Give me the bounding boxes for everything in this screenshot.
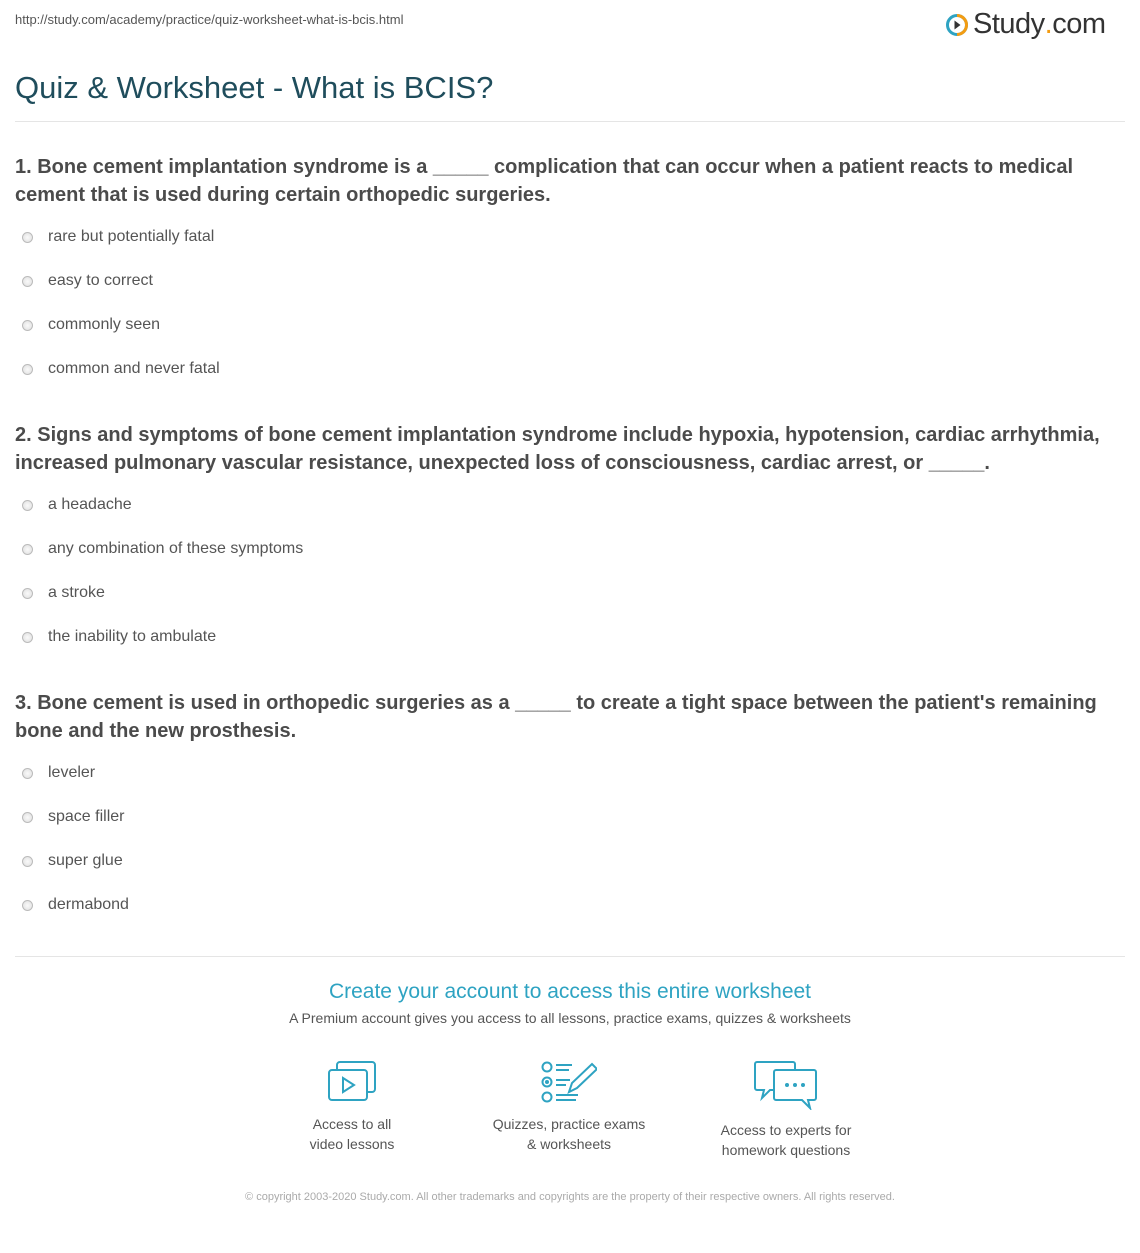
option[interactable]: [22, 496, 132, 514]
option-label: common and never fatal: [48, 360, 220, 377]
page-title: Quiz & Worksheet - What is BCIS?: [15, 70, 494, 105]
option[interactable]: [22, 628, 216, 646]
feature-label: Quizzes, practice exams: [492, 1116, 646, 1132]
option-label: any combination of these symptoms: [48, 540, 304, 557]
radio-button[interactable]: [22, 588, 33, 599]
radio-button[interactable]: [22, 632, 33, 643]
page-url: http://study.com/academy/practice/quiz-worksheet-what-is-bcis.html: [15, 12, 404, 27]
feature-label: Access to experts for: [720, 1122, 852, 1138]
question-1: 1. Bone cement implantation syndrome is a _____ complication that can occur when a patient reacts to medical cement that is used during certain orthopedic surgeries.: [15, 156, 1074, 206]
radio-button[interactable]: [22, 856, 33, 867]
option[interactable]: [22, 852, 123, 870]
feature-label: Access to all: [312, 1116, 392, 1132]
logo-dot: .: [1044, 8, 1053, 40]
radio-button[interactable]: [22, 544, 33, 555]
option-label: a headache: [48, 496, 132, 513]
option-label: leveler: [48, 764, 96, 781]
feature-label: homework questions: [721, 1142, 851, 1158]
radio-button[interactable]: [22, 320, 33, 331]
question-2: 2. Signs and symptoms of bone cement implantation syndrome include hypoxia, hypotension, cardiac arrhythmia, increased pulmonary vascular resistance, unexpected loss of consciousness, cardiac arrest, or _____.: [15, 424, 1100, 474]
radio-button[interactable]: [22, 812, 33, 823]
logo-suffix: com: [1052, 8, 1106, 40]
question-3: 3. Bone cement is used in orthopedic surgeries as a _____ to create a tight space between the patient's remaining bone and the new prosthesis.: [15, 692, 1097, 742]
feature-label: video lessons: [309, 1136, 395, 1152]
divider: [15, 956, 1125, 957]
option[interactable]: [22, 360, 220, 378]
radio-button[interactable]: [22, 900, 33, 911]
quiz-pencil-icon: [541, 1060, 597, 1104]
study-logo[interactable]: [945, 8, 1106, 41]
cta-subtitle: A Premium account gives you access to all lessons, practice exams, quizzes & worksheets: [289, 1010, 851, 1026]
feature-video-lessons: [252, 1060, 452, 1154]
option[interactable]: [22, 228, 214, 246]
feature-experts: [686, 1060, 886, 1160]
option-label: easy to correct: [48, 272, 153, 289]
option[interactable]: [22, 764, 95, 782]
radio-button[interactable]: [22, 276, 33, 287]
option-label: super glue: [48, 852, 123, 869]
option-label: dermabond: [48, 896, 129, 913]
divider: [15, 121, 1125, 122]
radio-button[interactable]: [22, 768, 33, 779]
logo-text: Study: [973, 8, 1045, 40]
option-label: space filler: [48, 808, 125, 825]
play-logo-icon: [945, 13, 969, 37]
radio-button[interactable]: [22, 364, 33, 375]
option[interactable]: [22, 316, 160, 334]
create-account-link[interactable]: Create your account to access this entire worksheet: [328, 980, 812, 1003]
option[interactable]: [22, 272, 153, 290]
option-label: rare but potentially fatal: [48, 228, 215, 245]
option[interactable]: [22, 540, 303, 558]
option-label: a stroke: [48, 584, 105, 601]
chat-bubbles-icon: [754, 1060, 818, 1110]
option-label: the inability to ambulate: [48, 628, 217, 645]
option[interactable]: [22, 896, 129, 914]
video-icon: [327, 1060, 377, 1104]
option-label: commonly seen: [48, 316, 161, 333]
feature-quizzes: [469, 1060, 669, 1154]
copyright: © copyright 2003-2020 Study.com. All other trademarks and copyrights are the property of their respective owners. All rights reserved.: [245, 1191, 895, 1203]
option[interactable]: [22, 808, 124, 826]
option[interactable]: [22, 584, 105, 602]
radio-button[interactable]: [22, 500, 33, 511]
radio-button[interactable]: [22, 232, 33, 243]
feature-label: & worksheets: [526, 1136, 612, 1152]
